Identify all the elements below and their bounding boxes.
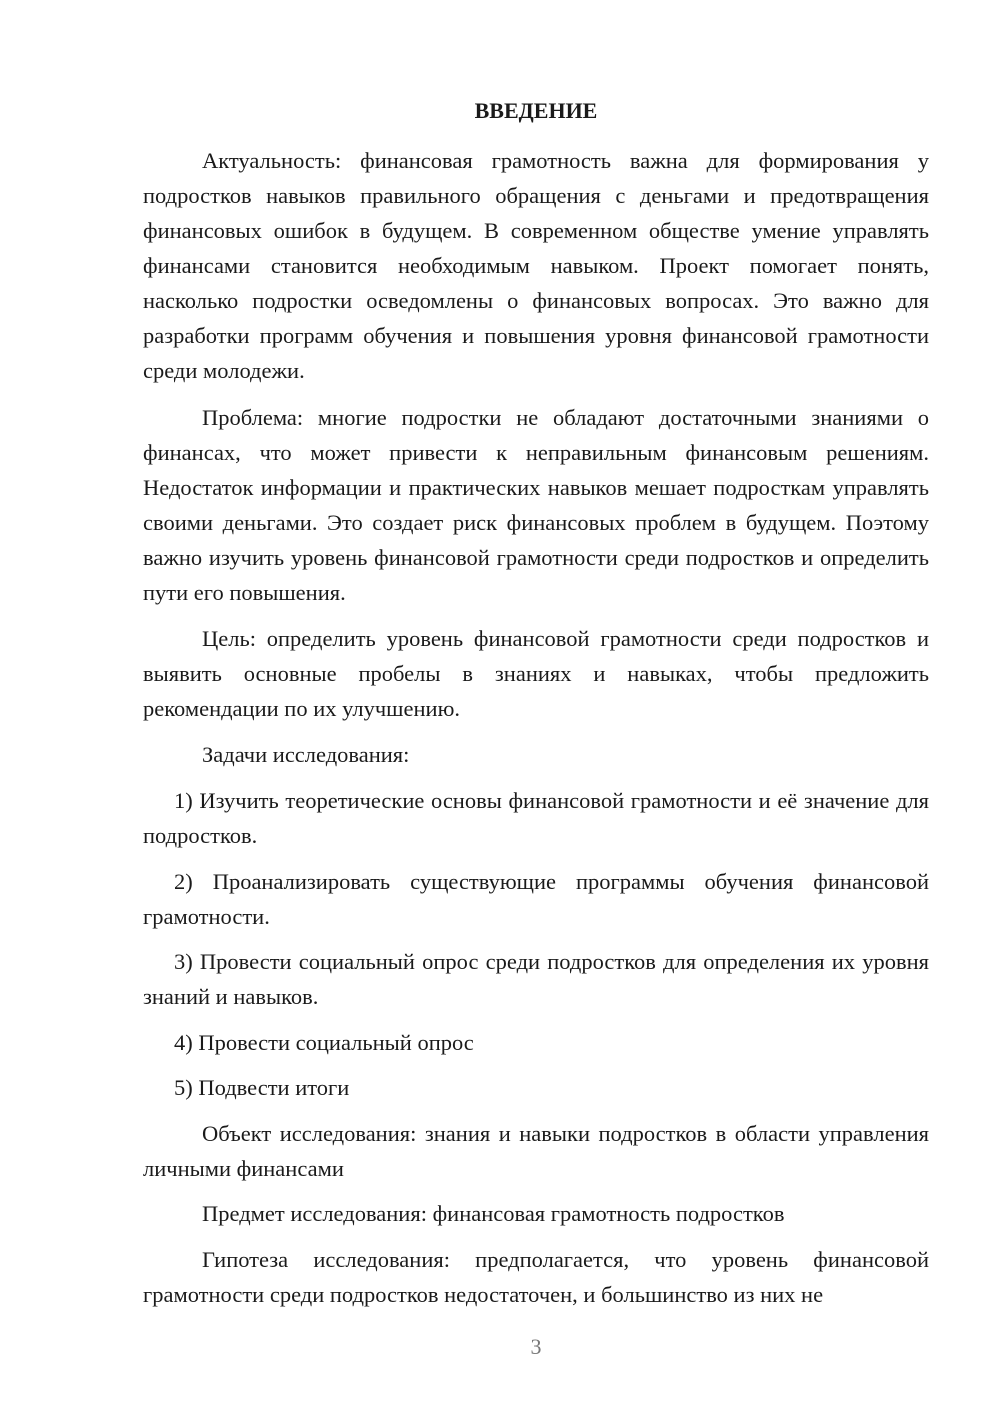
task-item-4: 4) Провести социальный опрос xyxy=(174,1030,474,1055)
hypothesis-paragraph: Гипотеза исследования: предполагается, что уровень финансовой грамотности среди подростков недостаточен, и большинство из них не xyxy=(143,1247,929,1307)
object-paragraph: Объект исследования: знания и навыки подростков в области управления личными финансами xyxy=(143,1121,929,1181)
task-item-2: 2) Проанализировать существующие программы обучения финансовой грамотности. xyxy=(143,869,929,929)
relevance-paragraph: Актуальность: финансовая грамотность важна для формирования у подростков навыков правильного обращения с деньгами и предотвращения финансовых ошибок в будущем. В современном обществе умение управлять финансами становится необходимым навыком. Проект помогает понять, насколько подростки осведомлены о финансовых вопросах. Это важно для разработки программ обучения и повышения уровня финансовой грамотности среди молодежи. xyxy=(143,148,929,383)
problem-paragraph: Проблема: многие подростки не обладают достаточными знаниями о финансах, что может привести к неправильным финансовым решениям. Недостаток информации и практических навыков мешает подросткам управлять своими деньгами. Это создает риск финансовых проблем в будущем. Поэтому важно изучить уровень финансовой грамотности среди подростков и определить пути его повышения. xyxy=(143,405,929,605)
tasks-heading: Задачи исследования: xyxy=(202,742,410,767)
subject-paragraph: Предмет исследования: финансовая грамотность подростков xyxy=(202,1201,785,1226)
goal-paragraph: Цель: определить уровень финансовой грамотности среди подростков и выявить основные пробелы в знаниях и навыках, чтобы предложить рекомендации по их улучшению. xyxy=(143,626,929,721)
task-item-3: 3) Провести социальный опрос среди подростков для определения их уровня знаний и навыков. xyxy=(143,949,929,1009)
page-number: 3 xyxy=(530,1334,542,1359)
task-item-1: 1) Изучить теоретические основы финансовой грамотности и её значение для подростков. xyxy=(143,788,929,848)
task-item-5: 5) Подвести итоги xyxy=(174,1075,350,1100)
page-title: ВВЕДЕНИЕ xyxy=(474,98,598,123)
